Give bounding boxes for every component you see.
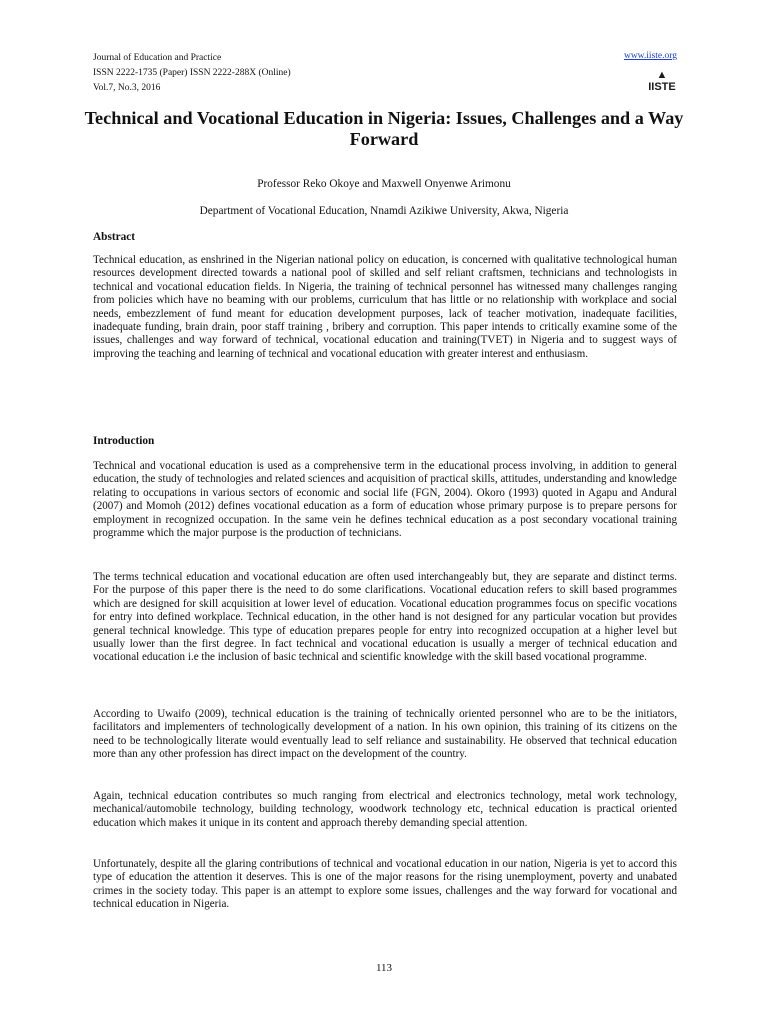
page-number: 113 xyxy=(375,962,393,974)
abstract-heading: Abstract xyxy=(93,231,136,243)
iiste-logo xyxy=(648,66,676,92)
intro-paragraph-5: Unfortunately, despite all the glaring contributions of technical and vocational education in our nation, Nigeria is yet to accord this type of education the attention it deserves. This is one of the major reasons for the rising unemployment, poverty and unabated crimes in the society today. This paper is an attempt to explore some issues, challenges and the way forward for vocational and technical education in Nigeria. xyxy=(93,858,677,911)
journal-url-link[interactable]: www.iiste.org xyxy=(623,51,677,61)
paper-affiliation: Department of Vocational Education, Nnamdi Azikiwe University, Akwa, Nigeria xyxy=(199,205,569,217)
introduction-heading: Introduction xyxy=(93,435,155,447)
iiste-logo-top-glyph: ▲ xyxy=(656,69,668,81)
paper-authors: Professor Reko Okoye and Maxwell Onyenwe Arimonu xyxy=(257,178,511,190)
journal-header xyxy=(93,51,291,96)
abstract-text: Technical education, as enshrined in the Nigerian national policy on education, is concerned with qualitative technological human resources development directed towards a national pool of skilled and self reliant craftsmen, technicians and technologists in technical and vocational education fields. In Nigeria, the training of technical personnel has witnessed many challenges ranging from policies which have no beaming with our problems, curriculum that has little or no relationship with workplace and social needs, embezzlement of fund meant for education development purposes, lack of teacher motivation, inadequate facilities, inadequate funding, brain drain, poor staff training , bribery and corruption. This paper intends to critically examine some of the issues, challenges and way forward of technical, vocational education and training(TVET) in Nigeria and to suggest ways of improving the teaching and learning of technical and vocational education with greater interest and enthusiasm. xyxy=(93,254,677,360)
journal-volume: Vol.7, No.3, 2016 xyxy=(93,83,161,93)
journal-name: Journal of Education and Practice xyxy=(93,53,222,63)
paper-title: Technical and Vocational Education in Nigeria: Issues, Challenges and a Way Forward xyxy=(84,108,684,149)
intro-paragraph-3: According to Uwaifo (2009), technical education is the training of technically oriented personnel who are to be the initiators, facilitators and implementers of technologically development of a nation. In his own opinion, this training of its citizens on the need to be technologically literate would eventually lead to self reliance and sustainability. He observed that technical education more than any other profession has direct impact on the development of the country. xyxy=(93,708,677,761)
intro-paragraph-4: Again, technical education contributes so much ranging from electrical and electronics technology, metal work technology, mechanical/automobile technology, building technology, woodwork technology etc, technical education is practical oriented education which makes it unique in its content and approach thereby demanding special attention. xyxy=(93,790,677,829)
intro-paragraph-1: Technical and vocational education is used as a comprehensive term in the educational process involving, in addition to general education, the study of technologies and related sciences and acquisition of practical skills, attitudes, understanding and knowledge relating to occupations in various sectors of economic and social life (FGN, 2004). Okoro (1993) quoted in Agapu and Andural (2007) and Momoh (2012) defines vocational education as a form of education whose primary purpose is to prepare persons for employment in recognized occupation. In the same vein he defines technical education as a post secondary vocational training programme which the major purpose is the production of technicians. xyxy=(93,460,677,540)
intro-paragraph-2: The terms technical education and vocational education are often used interchangeably but, they are separate and distinct terms. For the purpose of this paper there is the need to do some clarifications. Vocational education refers to skill based programmes which are designed for skill acquisition at lower level of education. Vocational education programmes focus on specific vocations for entry into defined workplace. Technical education, in the other hand is not designed for any particular vocation but provides general technical knowledge. This type of education prepares people for entry into recognized occupation at a higher level but usually lower than the first degree. In fact technical and vocational education is usually a merger of technical education and vocational education i.e the inclusion of basic technical and scientific knowledge with the skill based vocational programme. xyxy=(93,571,677,664)
iiste-logo-text: IISTE xyxy=(648,81,676,92)
journal-issn: ISSN 2222-1735 (Paper) ISSN 2222-288X (Online) xyxy=(93,68,291,78)
